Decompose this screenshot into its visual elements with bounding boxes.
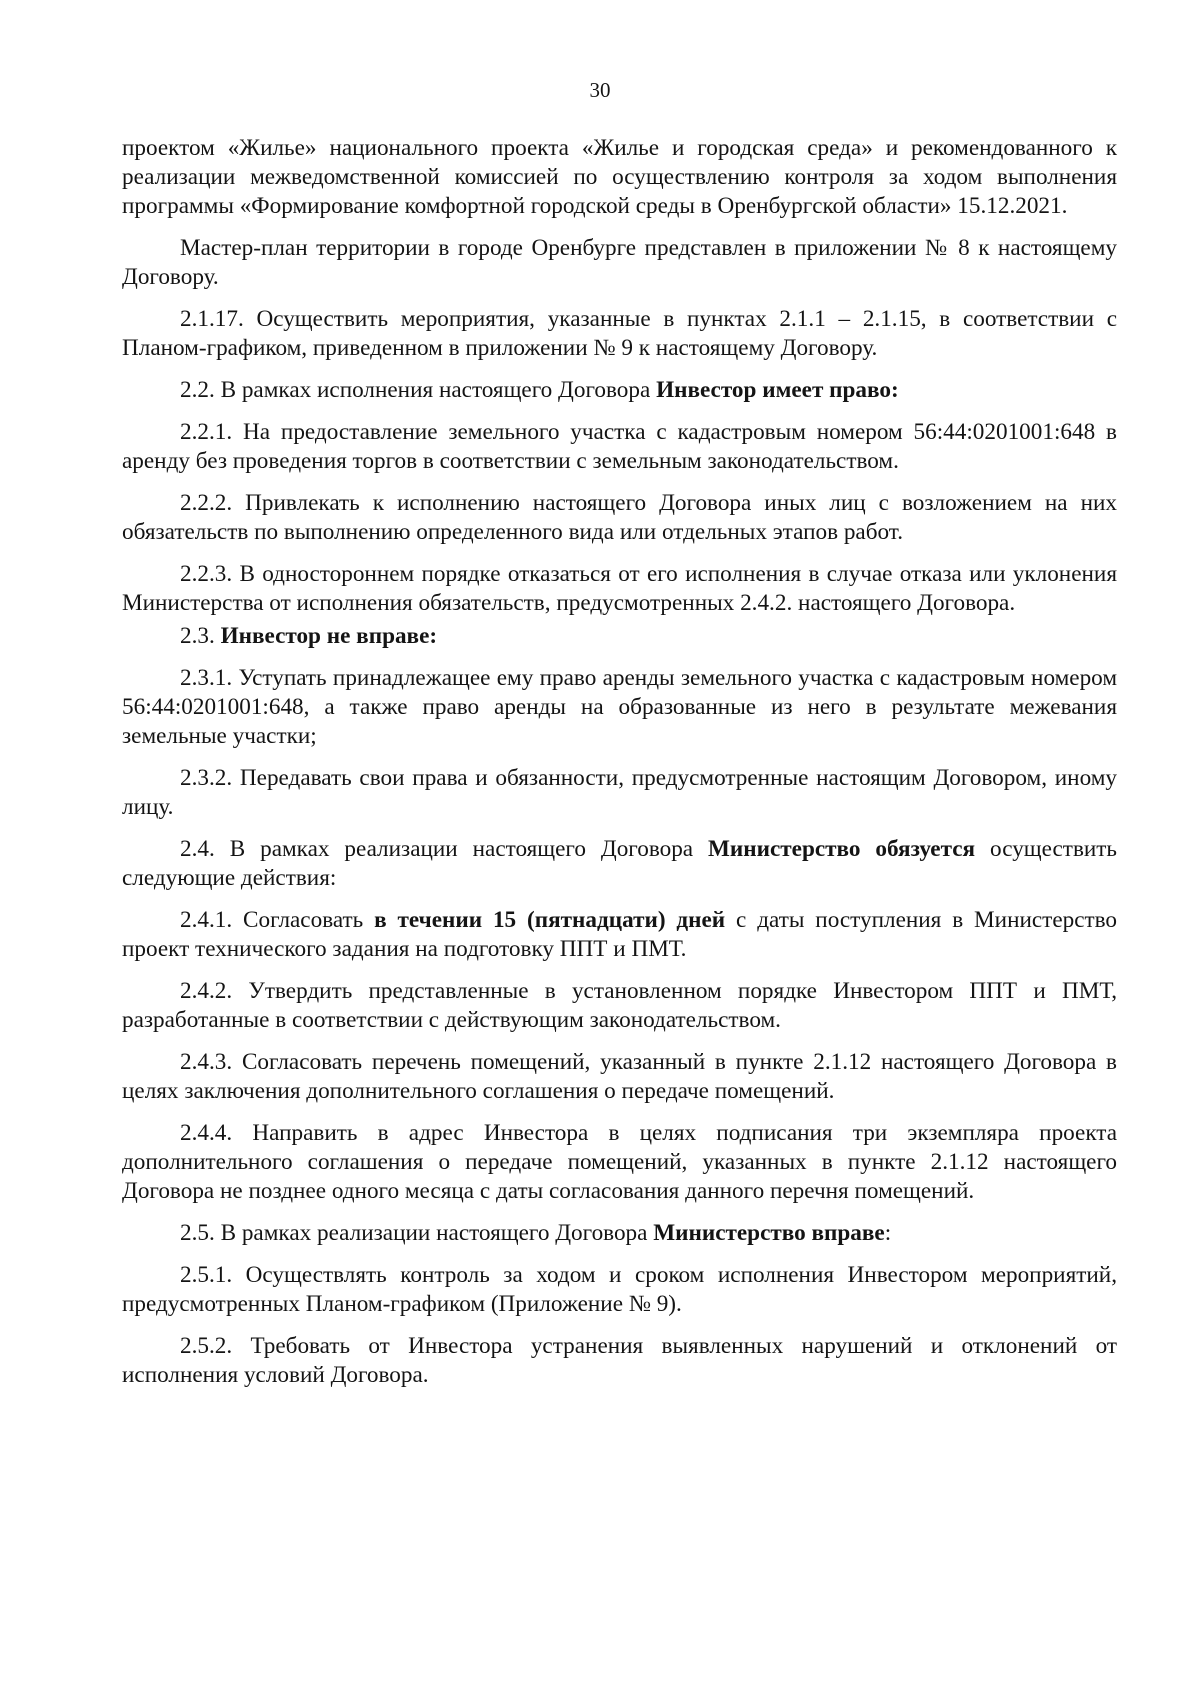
clause-2-4-1-tail: с даты поступления в Министерство проект технического задания на подготовку ППТ и ПМТ. (122, 907, 1118, 962)
clause-2-5-2: 2.5.2. Требовать от Инвестора устранения выявленных нарушений и отклонений от исполнения условий Договора. (122, 1333, 1117, 1388)
clause-2-5-bold: Министерство вправе (653, 1220, 885, 1246)
clause-2-4-2: 2.4.2. Утвердить представленные в установленном порядке Инвестором ППТ и ПМТ, разработанные в соответствии с действующим законодательством. (122, 978, 1117, 1033)
document-body (122, 134, 1117, 1403)
clause-2-2 (122, 376, 1117, 405)
clause-2-2-text: 2.2. В рамках исполнения настоящего Договора (180, 377, 657, 403)
clause-2-4-1-bold: в течении 15 (пятнадцати) дней (374, 907, 726, 933)
paragraph-master-plan: Мастер-план территории в городе Оренбурге представлен в приложении № 8 к настоящему Договору. (122, 235, 1117, 290)
clause-2-4-text: 2.4. В рамках реализации настоящего Договора (180, 836, 709, 862)
clause-2-5-tail: : (884, 1220, 892, 1246)
clause-2-4-bold: Министерство обязуется (708, 836, 976, 862)
clause-2-5-1: 2.5.1. Осуществлять контроль за ходом и сроком исполнения Инвестором мероприятий, предусмотренных Планом-графиком (Приложение № 9). (122, 1262, 1117, 1317)
paragraph-continuation: проектом «Жилье» национального проекта «Жилье и городская среда» и рекомендованного к реализации межведомственной комиссией по осуществлению контроля за ходом выполнения программы «Формирование комфортной городской среды в Оренбургской области» 15.12.2021. (122, 135, 1117, 219)
clause-2-1-17: 2.1.17. Осуществить мероприятия, указанные в пунктах 2.1.1 – 2.1.15, в соответствии с Планом-графиком, приведенном в приложении № 9 к настоящему Договору. (122, 306, 1117, 361)
clause-2-3-bold: Инвестор не вправе: (220, 623, 438, 649)
clause-2-4 (122, 835, 1117, 893)
clause-2-3 (122, 622, 1117, 651)
clause-2-3-1: 2.3.1. Уступать принадлежащее ему право аренды земельного участка с кадастровым номером 56:44:0201001:648, а также право аренды на образованные из него в результате межевания земельные участки; (122, 665, 1117, 749)
clause-2-5 (122, 1219, 1117, 1248)
clause-2-3-text: 2.3. (180, 623, 221, 649)
clause-2-4-tail: осуществить следующие действия: (122, 836, 1118, 891)
clause-2-3-2: 2.3.2. Передавать свои права и обязанности, предусмотренные настоящим Договором, иному лицу. (122, 765, 1117, 820)
clause-2-4-1-text: 2.4.1. Согласовать (180, 907, 375, 933)
clause-2-4-4: 2.4.4. Направить в адрес Инвестора в целях подписания три экземпляра проекта дополнительного соглашения о передаче помещений, указанных в пункте 2.1.12 настоящего Договора не позднее одного месяца с даты согласования данного перечня помещений. (122, 1120, 1117, 1204)
page-number: 30 (589, 78, 611, 102)
clause-2-2-2: 2.2.2. Привлекать к исполнению настоящего Договора иных лиц с возложением на них обязательств по выполнению определенного вида или отдельных этапов работ. (122, 490, 1117, 545)
clause-2-4-3: 2.4.3. Согласовать перечень помещений, указанный в пункте 2.1.12 настоящего Договора в целях заключения дополнительного соглашения о передаче помещений. (122, 1049, 1117, 1104)
clause-2-4-1 (122, 906, 1117, 964)
clause-2-2-1: 2.2.1. На предоставление земельного участка с кадастровым номером 56:44:0201001:648 в аренду без проведения торгов в соответствии с земельным законодательством. (122, 419, 1117, 474)
clause-2-2-3: 2.2.3. В одностороннем порядке отказаться от его исполнения в случае отказа или уклонения Министерства от исполнения обязательств, предусмотренных 2.4.2. настоящего Договора. (122, 561, 1117, 616)
clause-2-5-text: 2.5. В рамках реализации настоящего Договора (180, 1220, 654, 1246)
clause-2-2-bold: Инвестор имеет право: (656, 377, 899, 403)
